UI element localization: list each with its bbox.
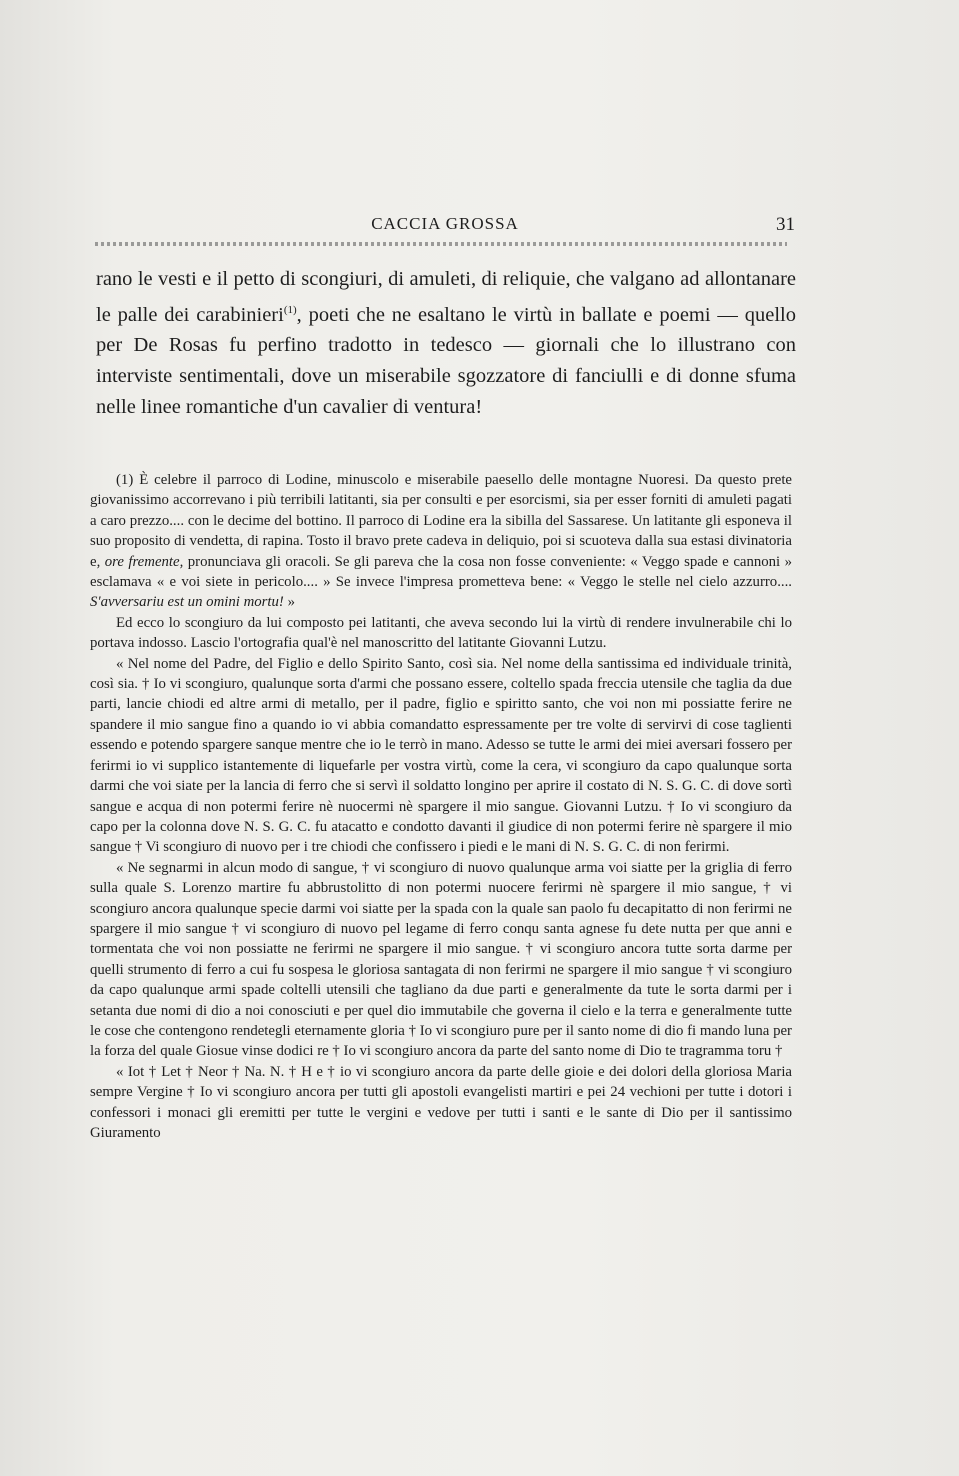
footnote-paragraph bbox=[90, 470, 792, 613]
footnote-italic: ore fremente, bbox=[104, 553, 184, 570]
main-paragraph-start: rano le vesti e il petto di scongiuri, di amuleti, di reliquie, che valgano ad allontanare le palle dei carabinieri bbox=[96, 268, 796, 326]
main-paragraph bbox=[96, 264, 796, 423]
footnote-paragraph: « Iot † Let † Neor † Na. N. † H e † io vi scongiuro ancora da parte delle gioie e dei dolori della gloriosa Maria sempre Vergine † Io vi scongiuro ancora per tutti gli apostoli evangelisti martiri e pei 24 vechioni per tutte i dotori i confessori i monaci gli eremitti per tutte le vergini e vedove per tutti i santi e le sante di Dio per il santissimo Giuramento bbox=[90, 1063, 792, 1141]
footnote-paragraph: « Ne segnarmi in alcun modo di sangue, † vi scongiuro di nuovo qualunque arma voi siatte per la griglia di ferro sulla quale S. Lorenzo martire fu abbrustolitto di non potermi nuocere ferirmi nè spargere il mio sangue, † vi scongiuro ancora qualunque specie darmi voi siatte per la spada con la quale san paolo fu decapitatto di non ferirmi ne spargere il mio sangue † vi scongiuro di nuovo pel legame di ferro conqu santa agnese fu dete nutta per que anni e tormentata che voi non possiatte ne ferirmi ne spargere il mio sangue. † vi scongiuro ancora tutte sorta darme per quelli strumento di ferro a cui fu sospesa le gloriosa santagata di non ferirmi ne spargere il mio sangue † vi scongiuro da capo qualunque armi spade coltelli utensili che tagliano da due parti e generalmente da tute le sorta darmi per i setanta due nomi di dio a noi conosciuti e per quel dio immutabile che governa il cielo e la terra e generalmente tutte le cose che contengono rendetegli eternamente gloria † Io vi scongiuro pure per il santo nome di dio fi mando luna per la forza del quale Giosue vinse dodici re † Io vi scongiuro ancora da parte del santo nome di Dio te tragramma toru † bbox=[90, 859, 792, 1060]
footnote-text: pronunciava gli oracoli. Se gli pareva che la cosa non fosse conveniente: « Veggo spade e cannoni » esclamava « e voi siete in pericolo.... » Se invece l'impresa prometteva bene: « Veggo le stelle nel cielo azzurro.... bbox=[90, 553, 793, 591]
page-header bbox=[95, 210, 795, 250]
footnote-italic: S'avversariu est un omini mortu! bbox=[90, 594, 284, 611]
footnote-paragraph: Ed ecco lo scongiuro da lui composto pei latitanti, che aveva secondo lui la virtù di rendere invulnerabile chi lo portava indosso. Lascio l'ortografia qual'è nel manoscritto del latitante Giovanni Lutzu. bbox=[90, 614, 792, 652]
page-number: 31 bbox=[776, 214, 795, 235]
main-paragraph-end: , poeti che ne esaltano le virtù in ballate e poemi — quello per De Rosas fu perfino tradotto in tedesco — giornali che lo illustrano con interviste sentimentali, dove un miserabile sgozzatore di fanciulli e di donne sfuma nelle linee romantiche d'un cavalier di ventura! bbox=[96, 303, 796, 419]
header-rule bbox=[95, 242, 787, 246]
footnote-text: (1) È celebre il parroco di Lodine, minuscolo e miserabile paesello delle montagne Nuoresi. Da questo prete giovanissimo accorrevano i più terribili latitanti, sia per consulti e per esorcismi, sia per esser forniti di amuleti pagati a caro prezzo.... con le decime del bottino. Il parroco di Lodine era la sibilla del Sassarese. Un latitante gli esponeva il suo proposito di vendetta, di rapina. Tosto il bravo prete cadeva in deliquio, poi si scuoteva dalla sua estasi divinatoria e, bbox=[90, 472, 792, 570]
footnote-reference: (1) bbox=[283, 303, 297, 316]
running-title: CACCIA GROSSA bbox=[371, 214, 519, 233]
footnote-paragraph: « Nel nome del Padre, del Figlio e dello Spirito Santo, così sia. Nel nome della santissima ed individuale trinità, così sia. † Io vi scongiuro, qualunque sorta d'armi che possano essere, coltello spada freccia utensile che taglia da due parti, lancie chiodi ed altre armi di metallo, per il padre, figlio e spiritto santo, che voi non mi possiatte ferire ne spandere il mio sangue fino a quando io vi abbia comandatto espressamente per tre volte di servirvi di cose taglienti essendo e potendo spargere sanque mentre che io le terrò in mano. Adesso se tutte le armi dei miei aversari fossero per ferirmi io vi supplico istantemente di liquefarle per vostra virtù, come la cera, vi scongiuro da capo qualunque sorta darmi che voi siate per la lancia di ferro che si servì il soldatto longino per aprire il costato di N. S. G. C. di dove sortì sangue e acqua di non potermi ferire nè nuocermi nè spargere il mio sangue. Giovanni Lutzu. † Io vi scongiuro da capo per la colonna dove N. S. G. C. fu atacatto e condotto davanti il giudice di non potermi ferire nè spargere il mio sangue † Vi scongiuro di nuovo per i tre chiodi che confissero i piedi e le mani di N. S. G. C. di non ferirmi. bbox=[90, 655, 792, 856]
footnote-block bbox=[90, 466, 792, 1143]
footnote-text: » bbox=[283, 594, 295, 611]
